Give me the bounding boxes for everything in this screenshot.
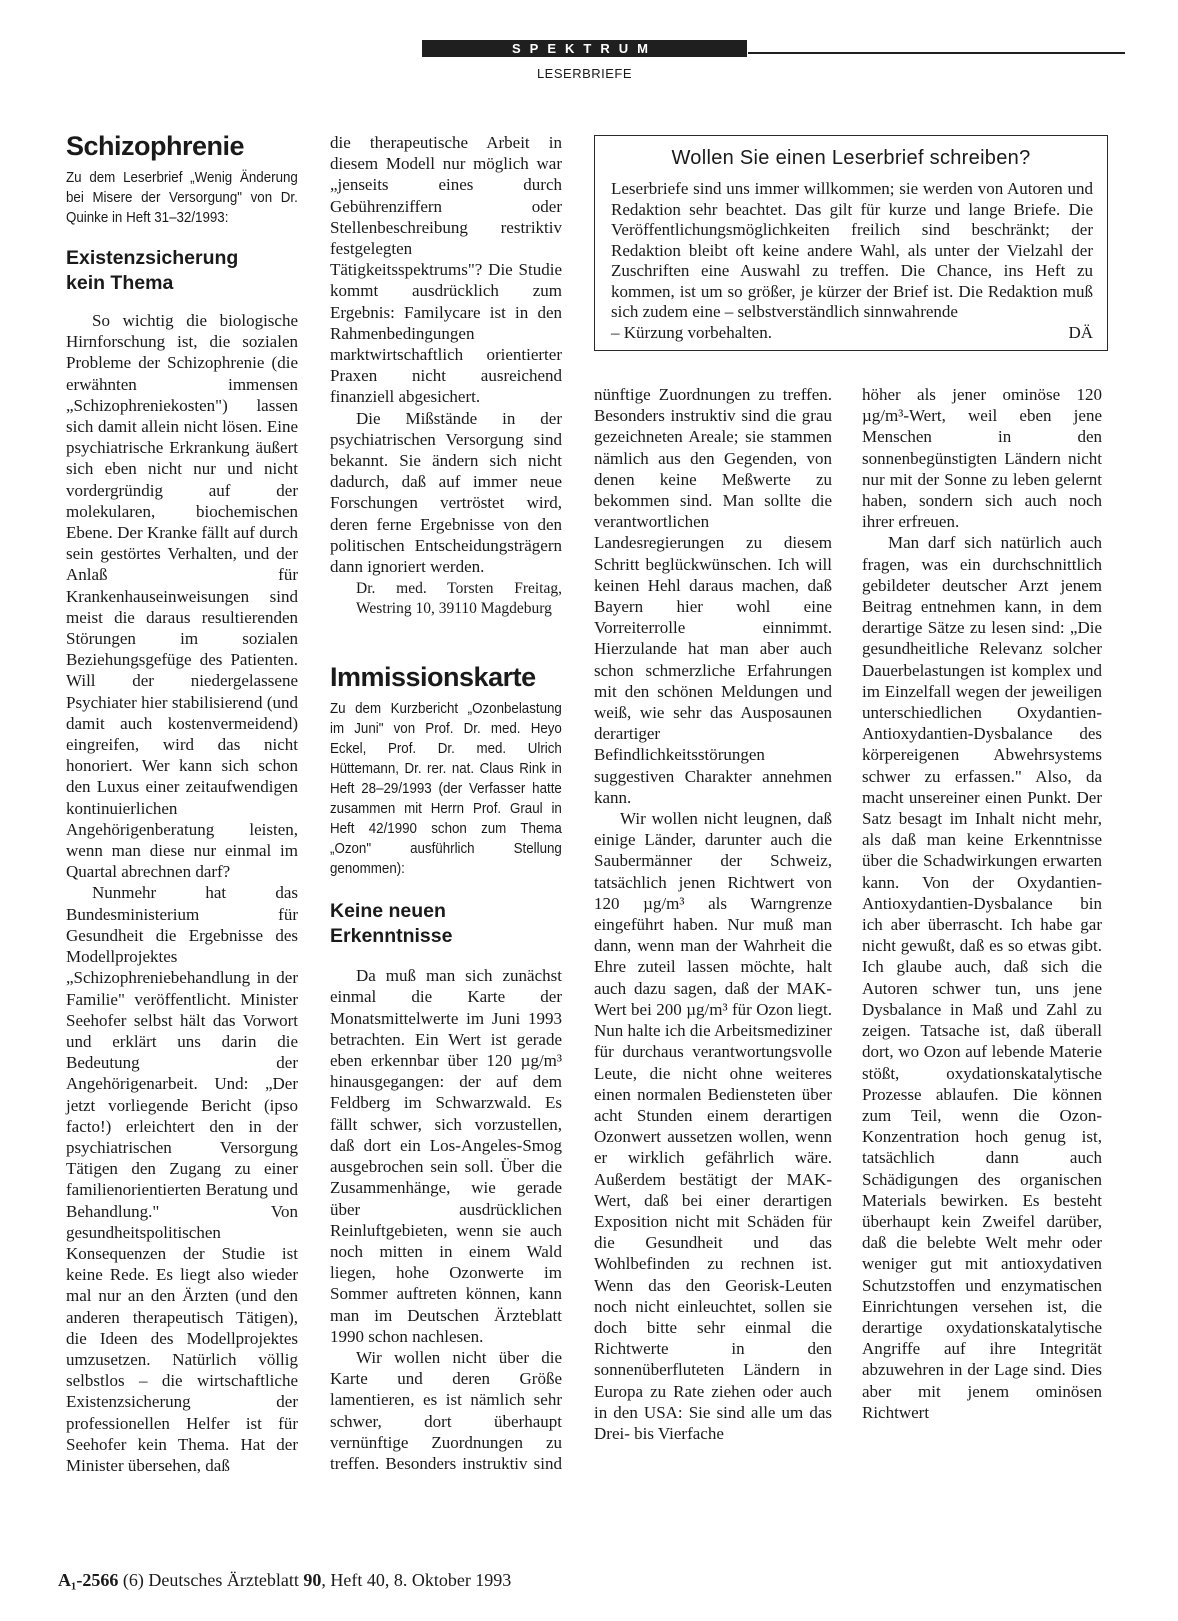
box-last-line (611, 323, 1093, 344)
header-rule (748, 52, 1125, 54)
article-2-paragraph: Wir wollen nicht leugnen, daß einige Länder, darunter auch die Saubermänner der Schweiz, tatsächlich jenen Richtwert von 120 µg/m³ als Warngrenze eingeführt haben. Nur muß man dann, wenn man der Wahrheit die Ehre zuteil lassen möchte, halt auch dazu sagen, daß der MAK-Wert bei 200 µg/m³ für Ozon liegt. Nun halte ich die Arbeitsmediziner für durchaus verantwortungsvolle Leute, die nicht ohne weiteres einen normalen Bediensteten über acht Stunden einem derartigen Ozonwert aussetzen wollen, wenn er wirklich gefährlich wäre. Außerdem bestätigt der MAK-Wert, daß bei einer derartigen Exposition nicht mit Schäden für die Gesundheit und das Wohlbefinden zu rechnen ist. Wenn das den Georisk-Leuten noch nicht einleuchtet, sollen sie doch bitte sehr einmal die Richtwerte in den sonnenüberfluteten Ländern in Europa zu Rate ziehen oder auch in den USA: Sie sind alle um das Drei- bis Vierfache (594, 809, 832, 1443)
article-1-paragraph: So wichtig die biologische Hirnforschung ist, die sozialen Probleme der Schizophrenie (die erwähnten immensen „Schizophreniekosten") lassen sich damit allein nicht lösen. Eine psychiatrische Erkrankung äußert sich eben nicht nur und nicht vordergründig auf der molekularen, biochemischen Ebene. Der Kranke fällt auf durch sein gestörtes Verhalten, und der Anlaß für Krankenhauseinweisungen sind meist die daraus resultierenden Störungen im sozialen Beziehungsgefüge des Patienten. Will der niedergelassene Psychiater hier stabilisierend (und damit auch kostenvermeidend) eingreifen, wird das nicht honoriert. Wer kann sich schon den Luxus einer zeitaufwendigen kontinuierlichen Angehörigenberatung leisten, wenn man diese nur einmal im Quartal abrechnen darf? (66, 311, 298, 882)
article-2-subtitle: Keine neuen Erkenntnisse (330, 900, 453, 948)
box-text: Leserbriefe sind uns immer willkommen; sie werden von Autoren und Redaktion sehr beachtet. Das gilt für kurze und lange Briefe. Die Veröffentlichungsmöglichkeiten freilich sind beschränkt; der Redaktion bleibt oft keine andere Wahl, als unter der Vielzahl der Zuschriften eine Auswahl zu treffen. Die Chance, ins Heft zu kommen, ist um so größer, je kürzer der Brief ist. Die Redaktion muß sich zudem eine – selbstverständlich sinnwahrende (611, 179, 1093, 321)
volume-number: 90 (303, 1570, 322, 1590)
journal-name: Deutsches Ärzteblatt (148, 1570, 299, 1590)
column-3 (594, 384, 832, 1564)
article-1-title: Schizophrenie (66, 131, 245, 161)
article-2-paragraph: Wir wollen nicht über die Karte und deren Größe lamentieren, es ist nämlich sehr schwer, dort überhaupt vernünftige Zuordnungen zu treffen. Besonders instruktiv sind (330, 1347, 562, 1473)
article-2-paragraph: Man darf sich natürlich auch fragen, was ein durchschnittlich gebildeter deutscher Arzt jenem Beitrag entnehmen kann, in dem derartige Sätze zu lesen sind: „Die gesundheitliche Relevanz solcher Dauerbelastungen ist komplex und im Einzelfall wegen der jeweiligen unterschiedlichen Oxydantien-Antioxydantien-Dysbalance des körpereigenen Abwehrsystems schwer zu erfassen." Also, da macht unsereiner einen Punkt. Der Satz besagt im Inhalt nicht mehr, als daß man keine Erkenntnisse über die Schadwirkungen erwarten kann. Von der Oxydantien-Antioxydantien-Dysbalance bin ich aber überrascht. Ich habe gar nicht gewußt, daß es so etwas gibt. Ich glaube auch, daß sich die Autoren schwer tun, uns jene Dysbalance in Maß und Zahl zu zeigen. Tatsache ist, daß überall dort, wo Ozon auf lebende Materie stößt, oxydationskatalytische Prozesse ablaufen. Die können zum Teil, wenn die Ozon-Konzentration hoch genug ist, tatsächlich dann auch Schädigungen des organischen Materials bewirken. Es besteht überhaupt kein Zweifel darüber, daß die belebte Welt mehr oder weniger gut mit antioxydativen Schutzstoffen und enzymatischen Einrichtungen versehen ist, die derartige oxydationskatalytische Angriffe auf ihre Integrität abzuwehren in der Lage sind. Dies aber mit jenem ominösen Richtwert (862, 533, 1102, 1422)
issue-info: , Heft 40, 8. Oktober 1993 (321, 1570, 512, 1590)
box-body (611, 179, 1093, 343)
article-1-paragraph: Nunmehr hat das Bundesministerium für Gesundheit die Ergebnisse des Modellprojektes „Schizophreniebehandlung in der Familie" veröffentlicht. Minister Seehofer selbst hält das Vorwort und erklärt uns darin die Bedeutung der Angehörigenarbeit. Und: „Der jetzt vorliegende Bericht (ipso facto!) erleichtert den in der psychiatrischen Versorgung Tätigen den Zugang zu einer familienorientierten Beratung und Behandlung." Von gesundheitspolitischen Konsequenzen der Studie ist keine Rede. Es liegt also wieder mal nur an den Ärzten (und den anderen therapeutisch Tätigen), die Ideen des Modellprojektes umzusetzen. Natürlich völlig selbstlos – die wirtschaftliche Existenzsicherung der professionellen Helfer ist für Seehofer kein Thema. Hat der Minister übersehen, daß (66, 883, 298, 1475)
page-number: (6) (122, 1570, 144, 1590)
letter-guidelines-box (594, 135, 1108, 351)
page-footer (58, 1570, 511, 1591)
box-text-end: – Kürzung vorbehalten. (611, 322, 772, 342)
column-1 (66, 130, 298, 1476)
article-1-intro: Zu dem Leserbrief „Wenig Änderung bei Misere der Versorgung" von Dr. Quinke in Heft 31–32/1993: (66, 170, 298, 226)
subsection-title: LESERBRIEFE (536, 66, 633, 81)
article-2-paragraph: höher als jener ominöse 120 µg/m³-Wert, weil eben jene Menschen in den sonnenbegünstigten Ländern nicht nur mit der Sonne zu leben gelernt haben, sondern sich auch noch ihrer erfreuen. (862, 385, 1102, 532)
column-4 (862, 384, 1102, 1564)
article-2-paragraph: Da muß man sich zunächst einmal die Karte der Monatsmittelwerte im Juni 1993 betrachten. Ein Wert ist gerade eben erkennbar über 120 µg/m³ hinausgegangen: der auf dem Feldberg im Schwarzwald. Es fällt schwer, sich vorzustellen, daß dort ein Los-Angeles-Smog ausgebrochen sein soll. Über die Zusammenhänge, wie gerade über ausdrücklichen Reinluftgebieten, wenn sie auch noch mitten in einem Wald liegen, hohe Ozonwerte im Sommer auftreten können, kann man im Deutschen Ärzteblatt 1990 schon nachlesen. (330, 966, 562, 1346)
article-1-subtitle: Existenzsicherung kein Thema (66, 247, 239, 294)
article-1-signature: Dr. med. Torsten Freitag, Westring 10, 39110 Magdeburg (356, 580, 562, 618)
article-2-paragraph-continued: nünftige Zuordnungen zu treffen. Besonders instruktiv sind die grau gezeichneten Areale; sie stammen nämlich aus den Gegenden, von denen keine Meßwerte zu bekommen sind. Man sollte die verantwortlichen Landesregierungen zu diesem Schritt beglückwünschen. Ich will keinen Hehl daraus machen, daß Bayern hier wohl eine Vorreiterrolle einnimmt. Hierzulande hat man aber auch schon schmerzliche Erfahrungen mit den schönen Meldungen und weiß, wie sehr das Ausposaunen derartiger Befindlichkeitsstörungen suggestiven Charakter annehmen kann. (594, 385, 832, 807)
column-2 (330, 132, 562, 1473)
article-1-paragraph: die therapeutische Arbeit in diesem Modell nur möglich war „jenseits eines durch Gebührenziffern oder Stellenbeschreibung restriktiv festgelegten Tätigkeitsspektrums"? Die Studie kommt ausdrücklich zum Ergebnis: Familycare ist in den Rahmenbedingungen marktwirtschaftlich orientierter Praxen nicht ausreichend finanziell abgesichert. (330, 133, 562, 407)
article-1-paragraph: Die Mißstände in der psychiatrischen Versorgung sind bekannt. Sie ändern sich nicht dadurch, daß auf immer neue Forschungen vertröstet wird, deren ferne Ergebnisse von den politischen Entscheidungsträgern dann ignoriert werden. (330, 408, 562, 577)
section-title: SPEKTRUM (512, 41, 657, 56)
article-2-title: Immissionskarte (330, 662, 536, 693)
box-title: Wollen Sie einen Leserbrief schreiben? (671, 147, 1031, 169)
article-2-intro: Zu dem Kurzbericht „Ozonbelastung im Juni" von Prof. Dr. med. Heyo Eckel, Prof. Dr. med. Ulrich Hüttemann, Dr. rer. nat. Claus Rink in Heft 28–29/1993 (der Verfasser hatte zusammen mit Herrn Prof. Graul in Heft 42/1990 schon zum Thema „Ozon" ausführlich Stellung genommen): (330, 701, 562, 878)
box-signature: DÄ (1068, 322, 1093, 342)
page-code: A₁-2566 (58, 1570, 119, 1590)
